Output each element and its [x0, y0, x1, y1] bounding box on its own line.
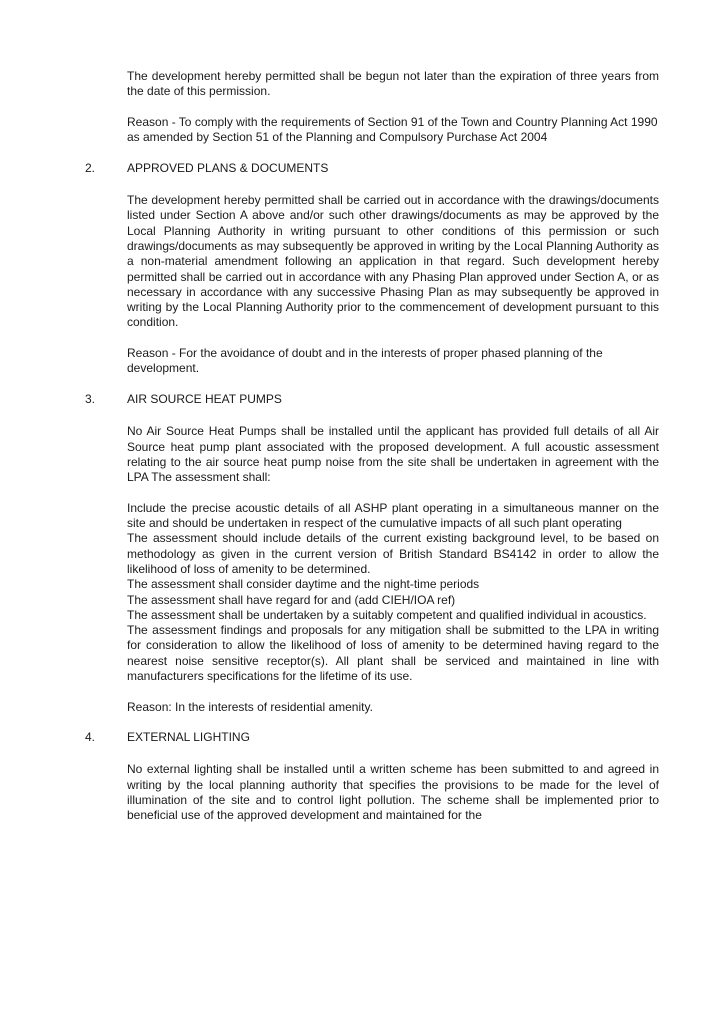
list-item: The assessment shall have regard for and (add CIEH/IOA ref): [127, 592, 456, 607]
condition-3-reason: Reason: In the interests of residential amenity.: [127, 699, 373, 714]
list-item: The assessment shall consider daytime and the night-time periods: [127, 577, 480, 592]
condition-number: 4.: [85, 730, 96, 745]
condition-4-text: No external lighting shall be installed until a written scheme has been submitted to and agreed in writing by the local planning authority that specifies the provisions to be made for the level of illumination of the site and to control light pollution. The scheme shall be implemented prior to beneficial use of the approved development and maintained for the: [127, 762, 659, 823]
document-body: [85, 69, 659, 839]
condition-title: APPROVED PLANS & DOCUMENTS: [127, 160, 329, 175]
list-item: Include the precise acoustic details of all ASHP plant operating in a simultaneous manner on the site and should be undertaken in respect of the cumulative impacts of all such plant operating: [127, 500, 659, 531]
condition-number: 2.: [85, 160, 96, 175]
list-item: The assessment should include details of the current existing background level, to be based on methodology as given in the current version of British Standard BS4142 in order to allow the likelihood of loss of amenity to be determined.: [127, 531, 659, 576]
condition-2-text: The development hereby permitted shall be carried out in accordance with the drawings/documents listed under Section A above and/or such other drawings/documents as may be approved by the Local Planning Authority in writing pursuant to other conditions of this permission or such drawings/documents as may subsequently be approved in writing by the Local Planning Authority as a non-material amendment following an application in that regard. Such development hereby permitted shall be carried out in accordance with any Phasing Plan approved under Section A, or as necessary in accordance with any successive Phasing Plan as may subsequently be approved in writing by the Local Planning Authority prior to the commencement of development pursuant to this condition.: [127, 193, 659, 330]
list-item: The assessment findings and proposals for any mitigation shall be submitted to the LPA in writing for consideration to allow the likelihood of loss of amenity to be determined having regard to the nearest noise sensitive receptor(s). All plant shall be serviced and maintained in line with manufacturers specifications for the lifetime of its use.: [127, 623, 659, 683]
condition-2-heading: [85, 160, 659, 176]
condition-1-text: The development hereby permitted shall be begun not later than the expiration of three years from the date of this permission.: [127, 69, 659, 99]
condition-number: 3.: [85, 391, 96, 406]
condition-4-heading: [85, 730, 659, 745]
assessment-requirements-list: [127, 501, 659, 685]
condition-1-reason: Reason - To comply with the requirements of Section 91 of the Town and Country Planning Act 1990 as amended by Section 51 of the Planning and Compulsory Purchase Act 2004: [127, 114, 658, 145]
list-item: The assessment shall be undertaken by a suitably competent and qualified individual in acoustics.: [127, 607, 647, 622]
condition-2-reason: Reason - For the avoidance of doubt and in the interests of proper phased planning of the development.: [127, 346, 603, 376]
condition-title: EXTERNAL LIGHTING: [127, 730, 250, 745]
condition-3-text: No Air Source Heat Pumps shall be installed until the applicant has provided full details of all Air Source heat pump plant associated with the proposed development. A full acoustic assessment relating to the air source heat pump noise from the site shall be undertaken in agreement with the LPA The assessment shall:: [127, 424, 659, 485]
condition-3-heading: [85, 391, 659, 407]
condition-title: AIR SOURCE HEAT PUMPS: [127, 391, 282, 406]
